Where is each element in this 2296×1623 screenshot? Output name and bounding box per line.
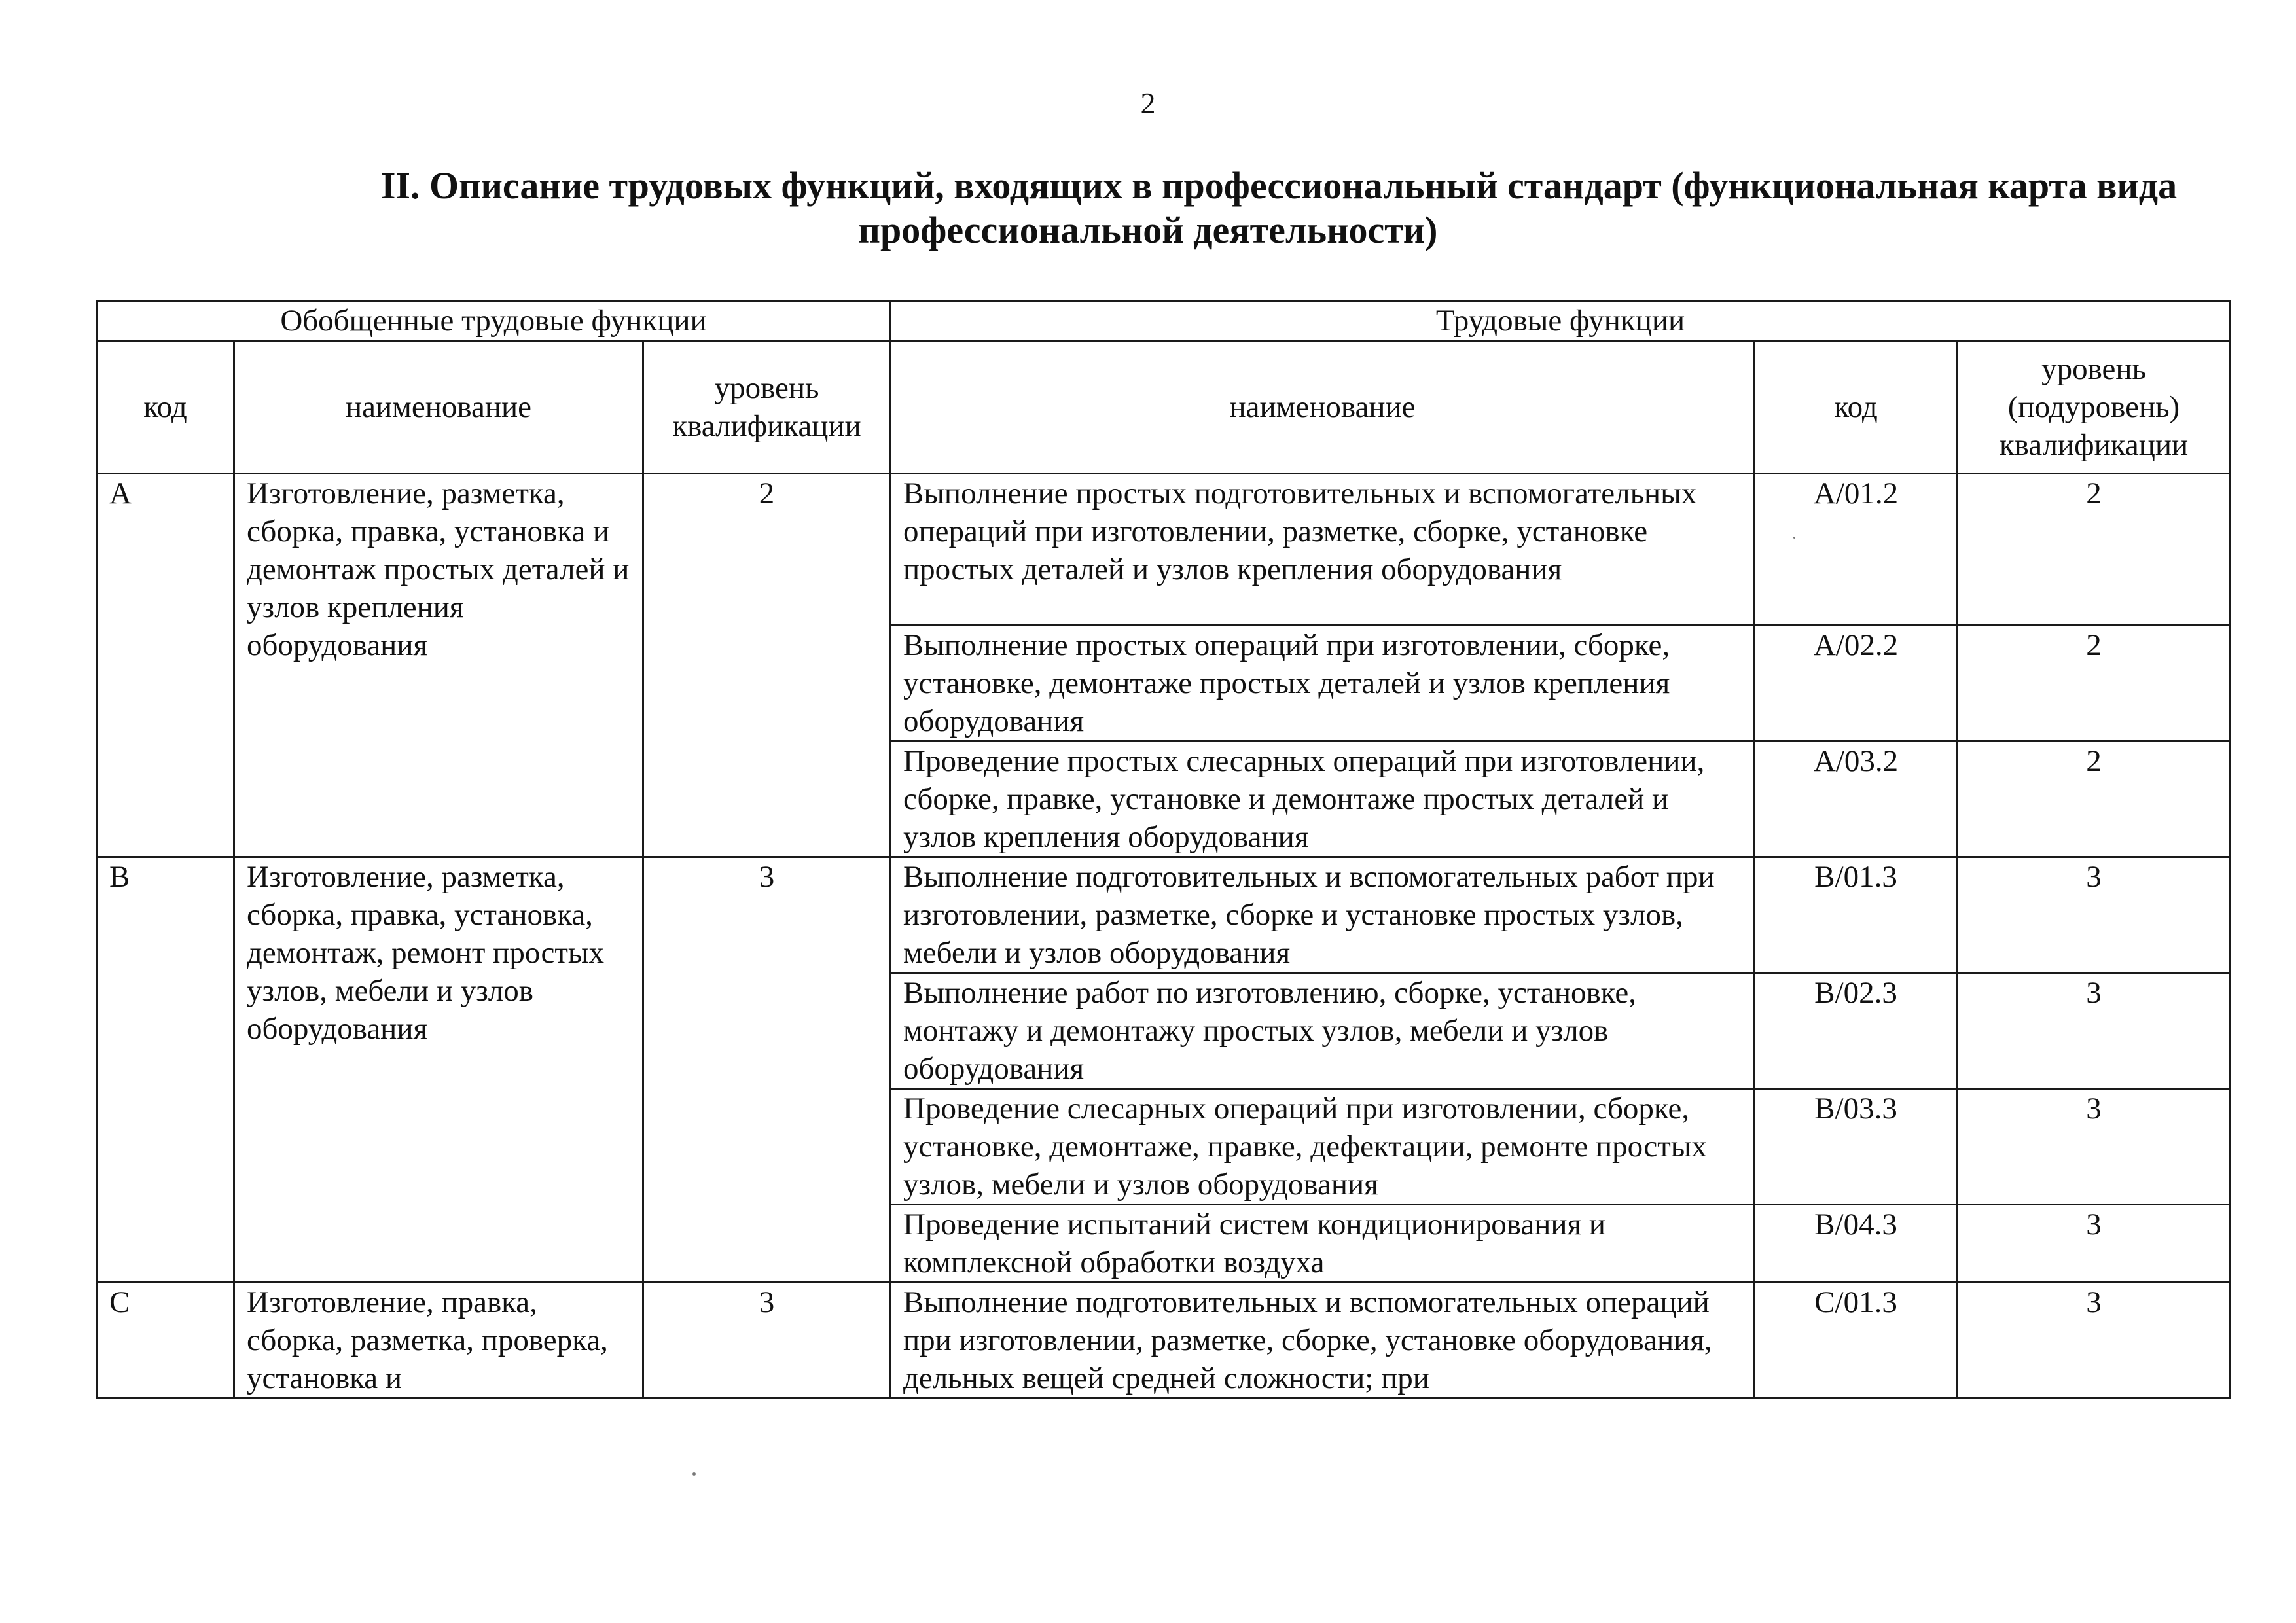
tf-name-cell: Выполнение простых подготовительных и вспомогательных операций при изготовлении, разметке, сборке, установке простых деталей и узлов крепления оборудования — [891, 474, 1755, 626]
tf-code-cell: B/04.3 — [1755, 1205, 1958, 1283]
gen-name-cell: Изготовление, разметка, сборка, правка, установка, демонтаж, ремонт простых узлов, мебели и узлов оборудования — [234, 857, 643, 1283]
tf-code-header: код — [1755, 341, 1958, 474]
section-title-line-1: II. Описание трудовых функций, входящих в профессиональный стандарт (функциональная карта вида — [380, 164, 2178, 207]
scan-speck — [1793, 537, 1795, 539]
tf-level-cell: 2 — [1958, 626, 2231, 741]
tf-level-header: уровень (подуровень) квалификации — [1958, 341, 2231, 474]
tf-level-cell: 2 — [1958, 474, 2231, 626]
gen-code-cell: A — [97, 474, 234, 857]
gen-level-cell: 3 — [643, 857, 891, 1283]
section-title — [0, 164, 2296, 253]
tf-name-header: наименование — [891, 341, 1755, 474]
tf-name-cell: Выполнение подготовительных и вспомогательных работ при изготовлении, разметке, сборке и установке простых узлов, мебели и узлов оборудования — [891, 857, 1755, 973]
tf-level-cell: 3 — [1958, 1089, 2231, 1205]
tf-code-cell: A/01.2 — [1755, 474, 1958, 626]
tf-level-cell: 3 — [1958, 1283, 2231, 1399]
tf-name-cell: Выполнение простых операций при изготовлении, сборке, установке, демонтаже простых деталей и узлов крепления оборудования — [891, 626, 1755, 741]
tf-code-cell: B/02.3 — [1755, 973, 1958, 1089]
tf-code-cell: C/01.3 — [1755, 1283, 1958, 1399]
gen-code-header: код — [97, 341, 234, 474]
functional-map-table — [96, 300, 2231, 1399]
page-number: 2 — [1140, 86, 1156, 120]
table-row — [97, 857, 2231, 973]
gen-name-cell: Изготовление, правка, сборка, разметка, проверка, установка и — [234, 1283, 643, 1399]
tf-level-cell: 3 — [1958, 1205, 2231, 1283]
table-row — [97, 474, 2231, 626]
gen-name-cell: Изготовление, разметка, сборка, правка, установка и демонтаж простых деталей и узлов крепления оборудования — [234, 474, 643, 857]
tf-level-cell: 3 — [1958, 973, 2231, 1089]
tf-code-cell: A/02.2 — [1755, 626, 1958, 741]
tf-level-cell: 2 — [1958, 741, 2231, 857]
tf-name-cell: Выполнение подготовительных и вспомогательных операций при изготовлении, разметке, сборке, установке оборудования, дельных вещей средней сложности; при — [891, 1283, 1755, 1399]
gen-code-cell: C — [97, 1283, 234, 1399]
gen-name-header: наименование — [234, 341, 643, 474]
gen-code-cell: B — [97, 857, 234, 1283]
gen-level-cell: 2 — [643, 474, 891, 857]
scan-speck — [692, 1472, 696, 1476]
column-header-row — [97, 341, 2231, 474]
tf-code-cell: B/01.3 — [1755, 857, 1958, 973]
generalized-functions-header: Обобщенные трудовые функции — [97, 301, 891, 341]
tf-name-cell: Выполнение работ по изготовлению, сборке, установке, монтажу и демонтажу простых узлов, мебели и узлов оборудования — [891, 973, 1755, 1089]
tf-name-cell: Проведение слесарных операций при изготовлении, сборке, установке, демонтаже, правке, дефектации, ремонте простых узлов, мебели и узлов оборудования — [891, 1089, 1755, 1205]
labor-functions-header: Трудовые функции — [891, 301, 2231, 341]
tf-code-cell: A/03.2 — [1755, 741, 1958, 857]
tf-level-cell: 3 — [1958, 857, 2231, 973]
gen-level-cell: 3 — [643, 1283, 891, 1399]
group-header-row — [97, 301, 2231, 341]
tf-name-cell: Проведение испытаний систем кондиционирования и комплексной обработки воздуха — [891, 1205, 1755, 1283]
section-title-line-2: профессиональной деятельности) — [858, 209, 1438, 251]
gen-level-header: уровень квалификации — [643, 341, 891, 474]
tf-code-cell: B/03.3 — [1755, 1089, 1958, 1205]
tf-name-cell: Проведение простых слесарных операций при изготовлении, сборке, правке, установке и демонтаже простых деталей и узлов крепления оборудования — [891, 741, 1755, 857]
table-row — [97, 1283, 2231, 1399]
